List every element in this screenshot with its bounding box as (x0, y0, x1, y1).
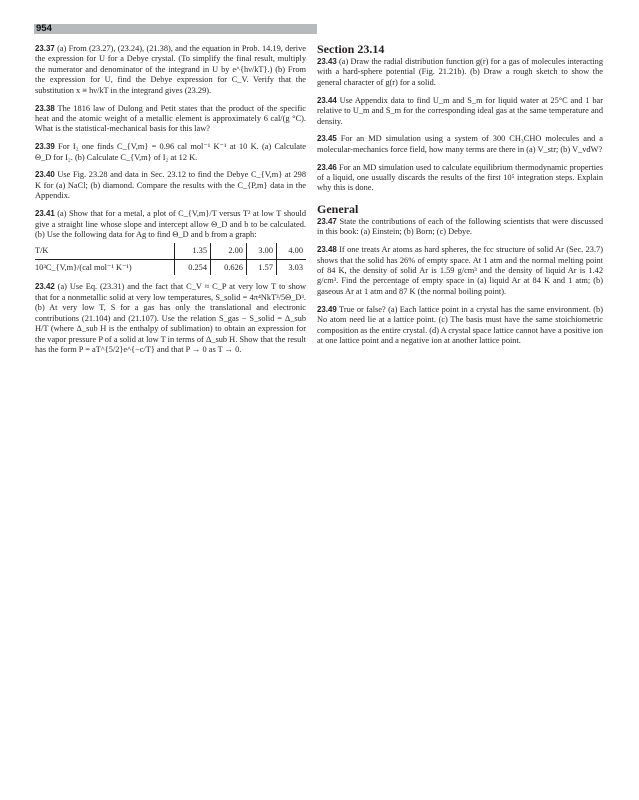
table-cell: 3.03 (277, 259, 306, 275)
problem-23-37 (35, 44, 306, 96)
problem-23-45 (317, 134, 603, 155)
problem-text: The 1816 law of Dulong and Petit states that the product of the specific heat and the atomic weight of a metallic element is approximately 6 cal/(g °C). What is the statistical-mechanical basis for this law? (35, 103, 307, 134)
problem-number: 23.41 (35, 209, 55, 219)
table-cell: 0.254 (175, 259, 211, 275)
problem-23-39 (35, 142, 306, 163)
problem-number: 23.39 (35, 142, 55, 152)
table-row (35, 259, 306, 275)
problem-text: State the contributions of each of the following scientists that were discussed in this book: (a) Einstein; (b) Born; (c) Debye. (317, 216, 603, 237)
problem-23-47 (317, 217, 603, 238)
problem-number: 23.38 (35, 103, 55, 113)
problem-23-46 (317, 163, 603, 194)
table-cell: 4.00 (277, 243, 306, 259)
table-cell: 3.00 (246, 243, 276, 259)
table-cell: 0.626 (211, 259, 247, 275)
problem-text: Use Fig. 23.28 and data in Sec. 23.12 to find the Debye C_{V,m} at 298 K for (a) NaCl; (b) diamond. Compare the results with the C_{P,m} data in the Appendix. (35, 170, 307, 201)
row-label-temperature: T/K (35, 243, 175, 259)
problem-number: 23.48 (317, 245, 337, 255)
problem-number: 23.40 (35, 170, 55, 180)
table-cell: 1.57 (246, 259, 276, 275)
table-row (35, 243, 306, 259)
table-cell: 2.00 (211, 243, 247, 259)
general-heading: General (317, 201, 359, 216)
problem-23-38 (35, 104, 306, 135)
problem-23-42 (35, 282, 306, 355)
problem-number: 23.49 (317, 304, 337, 314)
problem-number: 23.42 (35, 282, 55, 292)
table-cell: 1.35 (175, 243, 211, 259)
problem-text: (a) Draw the radial distribution function g(r) for a gas of molecules interacting with a hard-sphere potential (Fig. 21.21b). (b) Draw a rough sketch to show the general character of g(r) for a solid. (317, 57, 604, 87)
problem-number: 23.47 (317, 216, 337, 226)
problem-23-40 (35, 170, 306, 201)
ag-heat-capacity-table (35, 243, 306, 275)
problem-number: 23.37 (35, 44, 55, 53)
problem-number: 23.44 (317, 95, 337, 105)
page-number: 954 (36, 23, 52, 34)
problem-text: (a) From (23.27), (23.24), (21.38), and the equation in Prob. 14.19, derive the expression for U for a Debye crystal. (To simplify the final result, multiply the numerator and denominator of the integrand in U by e^{hν/kT}.) (b) From the expression for U, find the Debye expression for C_V. Verify that the substitution x ≡ hν/kT in the integrand gives (23.29). (35, 44, 306, 95)
problem-number: 23.43 (317, 57, 337, 66)
problem-text: (a) Use Eq. (23.31) and the fact that C_V ≈ C_P at very low T to show that for a nonmetallic solid at very low temperatures, S_solid = 4π⁴NkT³/5Θ_D³. (b) At very low T, S for a gas has only the translational and electronic contributions (21.104) and (21.107). Use the relation S_gas − S_solid = Δ_sub H/T (where Δ_sub H is the enthalpy of sublimation) to obtain an expression for the vapor pressure P of a solid at low T in terms of Δ_sub H. Show that the result has the form P = aT^{5/2}e^{−c/T} and that P → 0 as T → 0. (35, 282, 306, 355)
left-column (35, 44, 306, 363)
problem-number: 23.45 (317, 134, 337, 144)
problem-23-49 (317, 305, 603, 347)
problem-text: For I₂ one finds C_{V,m} = 0.96 cal mol⁻¹ K⁻¹ at 10 K. (a) Calculate Θ_D for I₂. (b) Calculate C_{V,m} of I₂ at 12 K. (35, 142, 306, 162)
problem-text: If one treats Ar atoms as hard spheres, the fcc structure of solid Ar (Sec. 23.7) shows that the solid has 26% of empty space. At 1 atm and the normal melting point of 84 K, the density of solid Ar is 1.59 g/cm³ and the density of liquid Ar is 1.42 g/cm³. Find the percentage of empty space in (a) liquid Ar at 84 K and 1 atm; (b) gaseous Ar at 1 atm and 87 K (the normal boiling point). (317, 245, 603, 296)
problem-text: True or false? (a) Each lattice point in a crystal has the same environment. (b) No atom need lie at a lattice point. (c) The basis must have the same stoichiometric composition as the entire crystal. (d) A crystal space lattice cannot have a positive ion at one lattice point and a negative ion at another lattice point. (317, 304, 603, 345)
problem-23-41 (35, 209, 306, 240)
page-header-bar (34, 24, 317, 34)
problem-number: 23.46 (317, 162, 337, 172)
problem-23-48 (317, 245, 603, 297)
section-heading: Section 23.14 (317, 42, 385, 56)
problem-text: Use Appendix data to find U_m and S_m for liquid water at 25°C and 1 bar relative to U_m and S_m for the corresponding ideal gas at the same temperature and density. (317, 95, 603, 126)
problem-text: For an MD simulation used to calculate equilibrium thermodynamic properties of a liquid, one usually discards the results of the first 10⁵ integration steps. Explain why this is done. (317, 162, 603, 193)
problem-23-43 (317, 57, 603, 88)
row-label-heat-capacity: 10³C_{V,m}/(cal mol⁻¹ K⁻¹) (35, 262, 132, 272)
problem-23-44 (317, 96, 603, 127)
problem-text: (a) Show that for a metal, a plot of C_{V,m}/T versus T² at low T should give a straight line whose slope and intercept allow Θ_D and b to be calculated. (b) Use the following data for Ag to find Θ_D and b from a graph: (35, 209, 306, 239)
right-column (317, 43, 603, 354)
problem-text: For an MD simulation using a system of 300 CH₃CHO molecules and a molecular-mechanics force field, how many terms are there in (a) V_str; (b) V_vdW? (317, 134, 603, 154)
